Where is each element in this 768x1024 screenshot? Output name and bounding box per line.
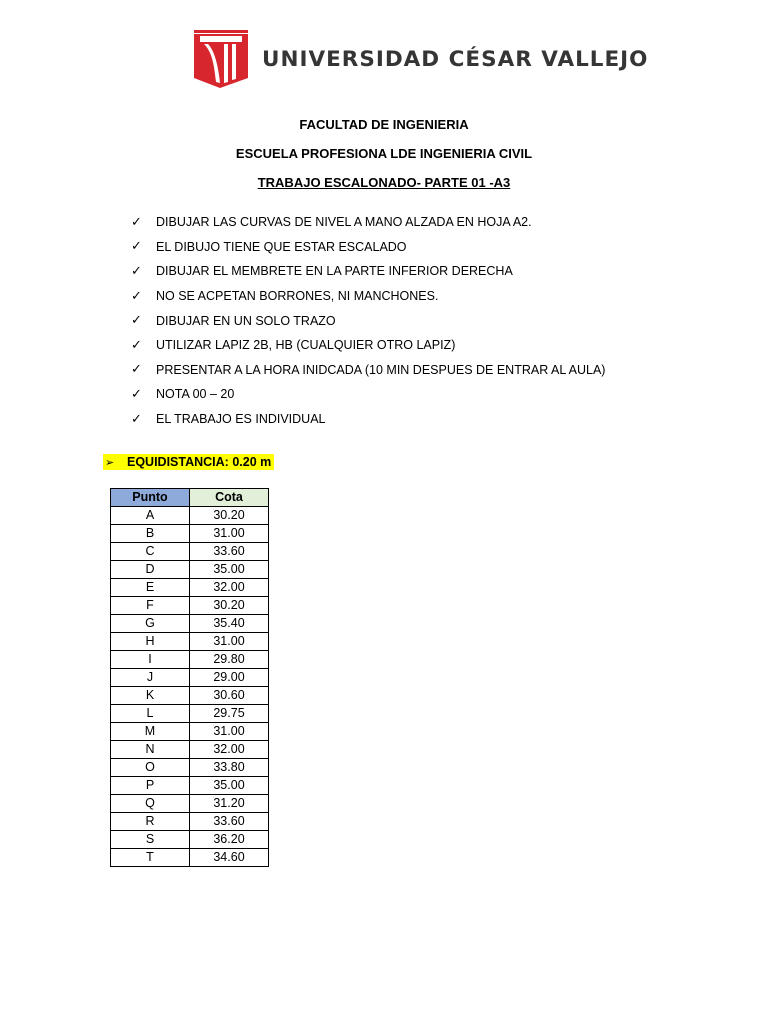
- point-cell: C: [111, 543, 190, 561]
- checkmark-icon: ✓: [131, 386, 142, 402]
- list-item-text: DIBUJAR EL MEMBRETE EN LA PARTE INFERIOR DERECHA: [156, 264, 513, 279]
- list-item-text: NOTA 00 – 20: [156, 387, 235, 402]
- list-item: [131, 210, 605, 235]
- elevation-cell: 33.60: [190, 543, 269, 561]
- list-item: [131, 333, 605, 358]
- list-item: [131, 407, 605, 432]
- list-item-text: EL TRABAJO ES INDIVIDUAL: [156, 412, 326, 427]
- point-cell: E: [111, 579, 190, 597]
- elevation-cell: 35.40: [190, 615, 269, 633]
- list-item: [131, 284, 605, 309]
- elevation-cell: 33.80: [190, 759, 269, 777]
- column-header-punto: Punto: [111, 489, 190, 507]
- checkmark-icon: ✓: [131, 214, 142, 230]
- elevation-cell: 31.00: [190, 633, 269, 651]
- table-header-row: [111, 489, 269, 507]
- list-item: [131, 308, 605, 333]
- point-cell: L: [111, 705, 190, 723]
- point-cell: P: [111, 777, 190, 795]
- table-row: [111, 849, 269, 867]
- table-row: [111, 741, 269, 759]
- point-cell: S: [111, 831, 190, 849]
- elevation-cell: 29.80: [190, 651, 269, 669]
- table-row: [111, 507, 269, 525]
- table-row: [111, 651, 269, 669]
- checkmark-icon: ✓: [131, 263, 142, 279]
- checkmark-icon: ✓: [131, 337, 142, 353]
- checkmark-icon: ✓: [131, 313, 142, 329]
- elevation-cell: 35.00: [190, 777, 269, 795]
- table-row: [111, 561, 269, 579]
- elevation-cell: 30.20: [190, 597, 269, 615]
- faculty-heading: FACULTAD DE INGENIERIA: [299, 117, 469, 132]
- checkmark-icon: ✓: [131, 411, 142, 427]
- table-row: [111, 777, 269, 795]
- point-cell: D: [111, 561, 190, 579]
- table-row: [111, 525, 269, 543]
- point-cell: Q: [111, 795, 190, 813]
- table-row: [111, 813, 269, 831]
- point-cell: A: [111, 507, 190, 525]
- point-cell: M: [111, 723, 190, 741]
- checkmark-icon: ✓: [131, 362, 142, 378]
- table-row: [111, 615, 269, 633]
- table-row: [111, 759, 269, 777]
- list-item-text: PRESENTAR A LA HORA INIDCADA (10 MIN DESPUES DE ENTRAR AL AULA): [156, 362, 606, 377]
- list-item: [131, 259, 605, 284]
- table-row: [111, 597, 269, 615]
- list-item: [131, 358, 605, 383]
- table-row: [111, 669, 269, 687]
- list-item-text: EL DIBUJO TIENE QUE ESTAR ESCALADO: [156, 239, 407, 254]
- list-item-text: DIBUJAR LAS CURVAS DE NIVEL A MANO ALZADA EN HOJA A2.: [156, 215, 532, 230]
- list-item-text: UTILIZAR LAPIZ 2B, HB (CUALQUIER OTRO LAPIZ): [156, 338, 456, 353]
- point-cell: G: [111, 615, 190, 633]
- table-row: [111, 687, 269, 705]
- list-item: [131, 235, 605, 260]
- point-cell: B: [111, 525, 190, 543]
- elevation-cell: 35.00: [190, 561, 269, 579]
- table-row: [111, 831, 269, 849]
- elevation-cell: 32.00: [190, 579, 269, 597]
- elevation-cell: 29.00: [190, 669, 269, 687]
- table-row: [111, 705, 269, 723]
- point-cell: K: [111, 687, 190, 705]
- school-heading: ESCUELA PROFESIONA LDE INGENIERIA CIVIL: [235, 146, 533, 161]
- elevation-table: [110, 488, 269, 867]
- table-row: [111, 579, 269, 597]
- university-name: UNIVERSIDAD CÉSAR VALLEJO: [262, 46, 649, 72]
- arrow-bullet-icon: ➢: [105, 456, 115, 469]
- table-row: [111, 723, 269, 741]
- elevation-cell: 31.20: [190, 795, 269, 813]
- elevation-cell: 30.60: [190, 687, 269, 705]
- university-logo: [194, 30, 648, 88]
- list-item-text: DIBUJAR EN UN SOLO TRAZO: [156, 313, 336, 328]
- list-item-text: NO SE ACPETAN BORRONES, NI MANCHONES.: [156, 289, 439, 304]
- equidistance-highlight: [103, 454, 274, 470]
- table-row: [111, 795, 269, 813]
- table-row: [111, 543, 269, 561]
- column-header-cota: Cota: [190, 489, 269, 507]
- elevation-cell: 29.75: [190, 705, 269, 723]
- point-cell: O: [111, 759, 190, 777]
- equidistance-text: EQUIDISTANCIA: 0.20 m: [127, 455, 272, 469]
- checkmark-icon: ✓: [131, 239, 142, 255]
- point-cell: H: [111, 633, 190, 651]
- elevation-cell: 36.20: [190, 831, 269, 849]
- elevation-cell: 31.00: [190, 525, 269, 543]
- elevation-cell: 32.00: [190, 741, 269, 759]
- table-body: [111, 507, 269, 867]
- point-cell: J: [111, 669, 190, 687]
- elevation-cell: 34.60: [190, 849, 269, 867]
- university-crest-icon: [194, 30, 248, 88]
- list-item: [131, 382, 605, 407]
- requirements-checklist: [131, 210, 605, 431]
- point-cell: N: [111, 741, 190, 759]
- elevation-cell: 30.20: [190, 507, 269, 525]
- elevation-cell: 31.00: [190, 723, 269, 741]
- point-cell: F: [111, 597, 190, 615]
- table-row: [111, 633, 269, 651]
- checkmark-icon: ✓: [131, 288, 142, 304]
- assignment-title: TRABAJO ESCALONADO- PARTE 01 -A3: [257, 175, 511, 190]
- point-cell: T: [111, 849, 190, 867]
- point-cell: I: [111, 651, 190, 669]
- elevation-cell: 33.60: [190, 813, 269, 831]
- point-cell: R: [111, 813, 190, 831]
